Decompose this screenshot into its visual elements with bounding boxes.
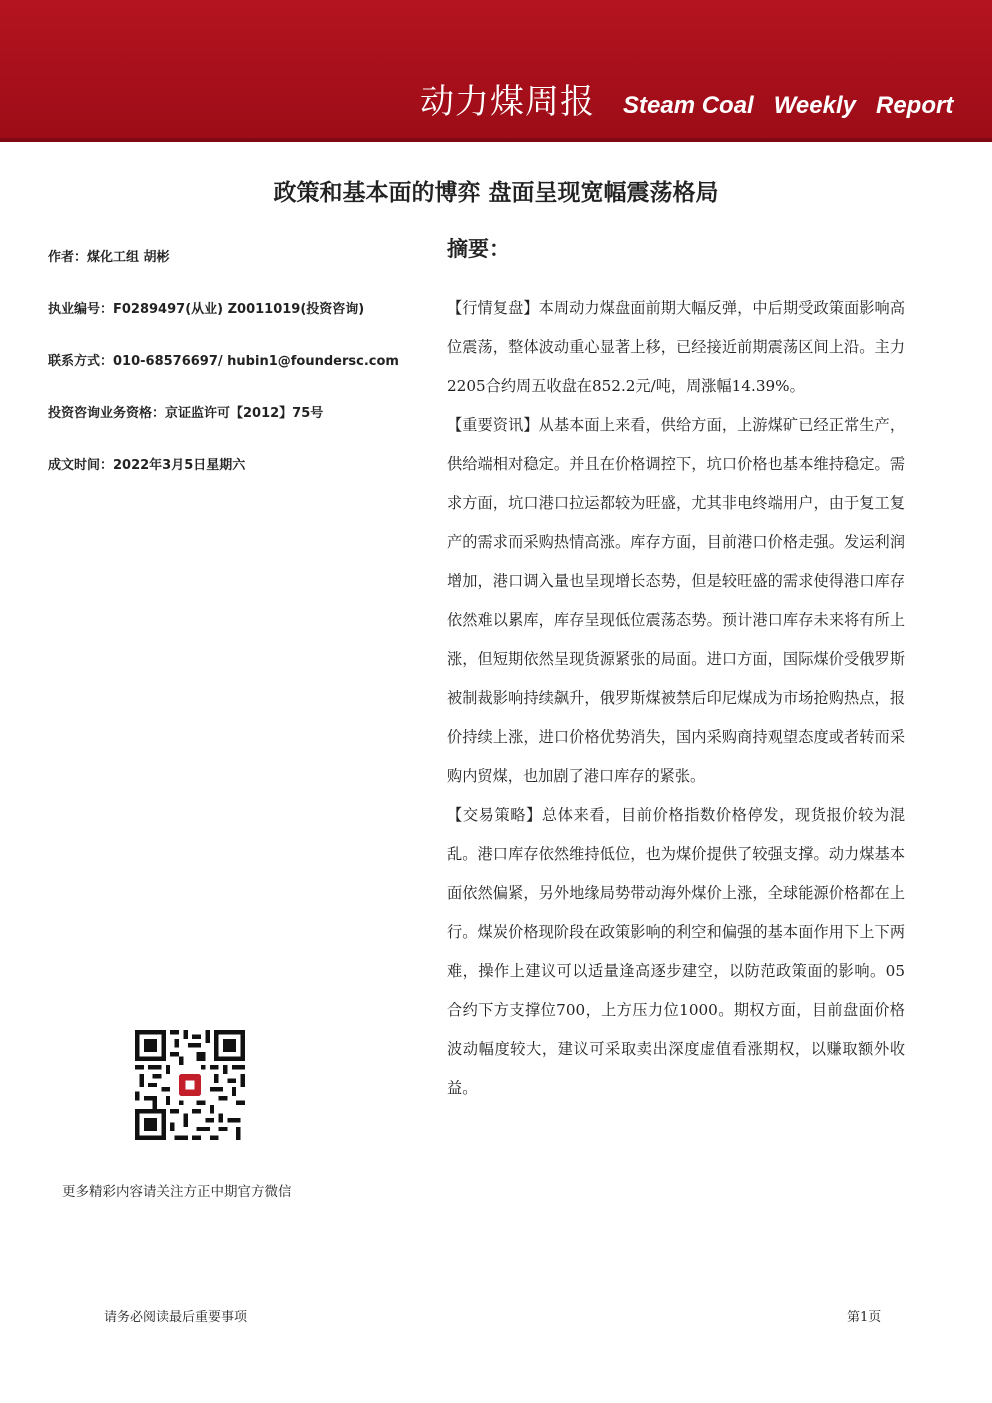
report-header [0, 0, 992, 142]
document-title: 政策和基本面的博弈 盘面呈现宽幅震荡格局 [273, 180, 719, 206]
page-number: 第1页 [847, 1310, 882, 1325]
summary-paragraph-market-review: 【行情复盘】本周动力煤盘面前期大幅反弹，中后期受政策面影响高位震荡，整体波动重心显著上移，已经接近前期震荡区间上沿。主力2205合约周五收盘在852.2元/吨，周涨幅14.39%。 [447, 299, 905, 395]
footer-notice: 请务必阅读最后重要事项 [104, 1310, 248, 1325]
summary-body [447, 289, 905, 1108]
header-title-cn: 动力煤周报 [420, 82, 595, 122]
contact-line: 联系方式：010-68576697/ hubin1@foundersc.com [48, 354, 399, 369]
summary-paragraph-key-news: 【重要资讯】从基本面上来看，供给方面，上游煤矿已经正常生产，供给端相对稳定。并且在价格调控下，坑口价格也基本维持稳定。需求方面，坑口港口拉运都较为旺盛，尤其非电终端用户，由于复工复产的需求而采购热情高涨。库存方面，目前港口价格走强。发运利润增加，港口调入量也呈现增长态势，但是较旺盛的需求使得港口库存依然难以累库，库存呈现低位震荡态势。预计港口库存未来将有所上涨，但短期依然呈现货源紧张的局面。进口方面，国际煤价受俄罗斯被制裁影响持续飙升，俄罗斯煤被禁后印尼煤成为市场抢购热点，报价持续上涨，进口价格优势消失，国内采购商持观望态度或者转而采购内贸煤，也加剧了港口库存的紧张。 [447, 416, 905, 785]
header-title [420, 74, 953, 124]
date-line: 成文时间：2022年3月5日星期六 [48, 458, 246, 473]
summary-paragraph-strategy: 【交易策略】总体来看，目前价格指数价格停发，现货报价较为混乱。港口库存依然维持低位，也为煤价提供了较强支撑。动力煤基本面依然偏紧，另外地缘局势带动海外煤价上涨，全球能源价格都在上行。煤炭价格现阶段在政策影响的利空和偏强的基本面作用下上下两难，操作上建议可以适量逢高逐步建空，以防范政策面的影响。05合约下方支撑位700，上方压力位1000。期权方面，目前盘面价格波动幅度较大，建议可采取卖出深度虚值看涨期权，以赚取额外收益。 [447, 806, 905, 1097]
qr-code-icon [135, 1030, 245, 1140]
qualification-line: 投资咨询业务资格：京证监许可【2012】75号 [48, 406, 324, 421]
author-line: 作者：煤化工组 胡彬 [48, 250, 170, 265]
qr-caption: 更多精彩内容请关注方正中期官方微信 [62, 1184, 292, 1200]
summary-heading: 摘要： [447, 237, 510, 261]
header-title-en: Steam Coal Weekly Report [623, 92, 954, 119]
license-line: 执业编号：F0289497(从业) Z0011019(投资咨询) [48, 302, 365, 317]
